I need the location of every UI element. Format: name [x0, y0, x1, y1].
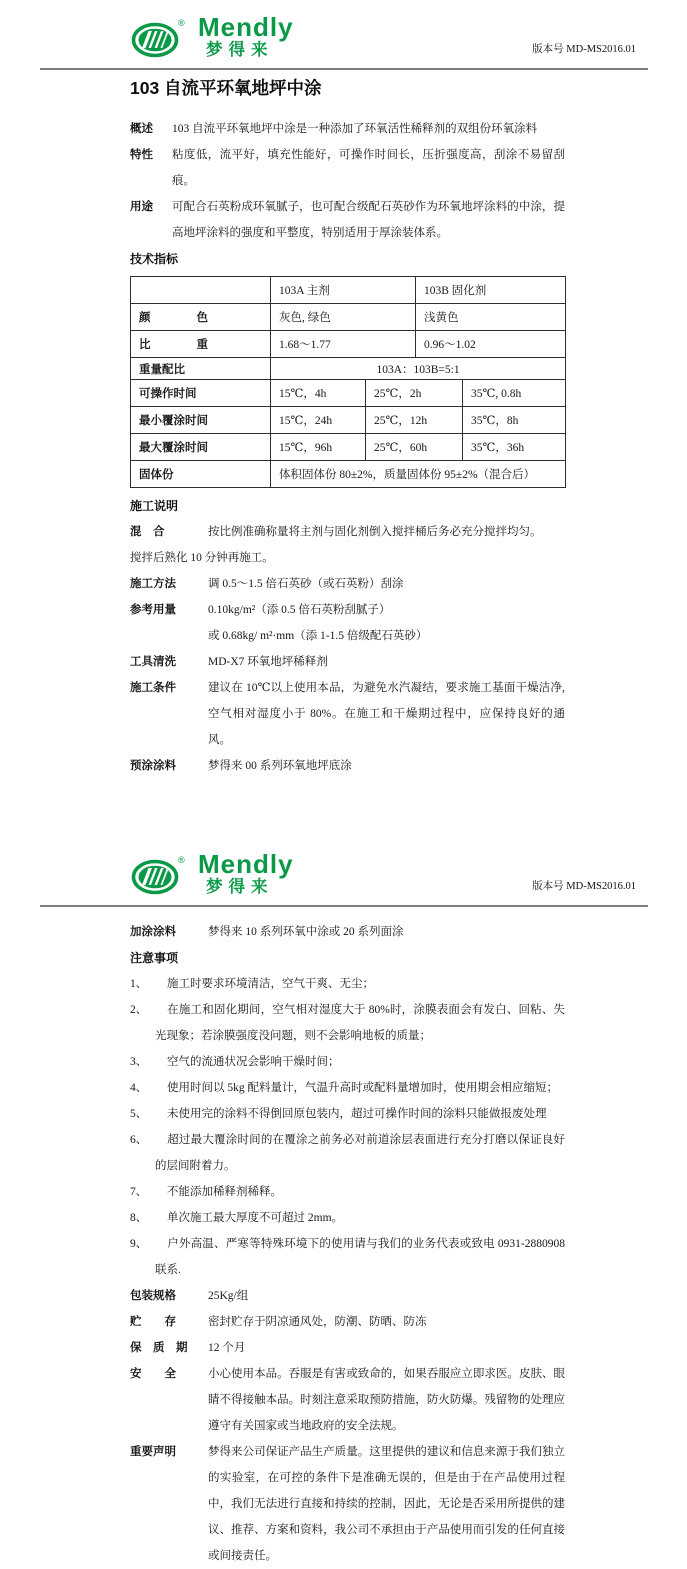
note-text: 空气的流通状况会影响干燥时间；: [167, 1056, 340, 1068]
cell-pot-label: 可操作时间: [131, 380, 271, 407]
cell-pot-15: 15℃，4h: [271, 380, 366, 407]
cell-103a-header: 103A 主剂: [271, 277, 416, 304]
cell-min-label: 最小覆涂时间: [131, 407, 271, 434]
note-item-6: [130, 1127, 565, 1179]
cell-solids-value: 体积固体份 80±2%，质量固体份 95±2%（混合后）: [271, 461, 566, 488]
dosage-row: [130, 597, 565, 623]
page-1: [0, 0, 687, 779]
note-item-8: [130, 1205, 565, 1231]
page2-content: [130, 919, 565, 1569]
version-label: 版本号 MD-MS2016.01: [532, 881, 636, 892]
brand-wordmark: Mendly: [198, 849, 294, 879]
note-number: 7、: [130, 1186, 148, 1198]
packing-label: 包装规格: [130, 1290, 176, 1302]
note-item-5: [130, 1101, 565, 1127]
mixing-row: [130, 519, 565, 545]
cell-pot-35: 35℃, 0.8h: [463, 380, 566, 407]
cell-solids-label: 固体份: [131, 461, 271, 488]
cell-ratio-label: 重量配比: [131, 358, 271, 380]
precoat-row: [130, 753, 565, 779]
header-divider-2: [40, 905, 648, 907]
header-divider: [40, 68, 648, 70]
storage-label: 贮 存: [130, 1316, 176, 1328]
tech-spec-heading: 技术指标: [130, 252, 179, 266]
note-text: 超过最大覆涂时间的在覆涂之前务必对前道涂层表面进行充分打磨以保证良好的层间附着力。: [155, 1134, 565, 1172]
dosage-label: 参考用量: [130, 604, 176, 616]
note-item-9: [130, 1231, 565, 1283]
dosage-line1: 0.10kg/m²（添 0.5 倍石英粉刮腻子）: [208, 604, 391, 616]
cell-pot-25: 25℃，2h: [366, 380, 463, 407]
cell-color-a: 灰色, 绿色: [271, 304, 416, 331]
cell-color-label: 颜 色: [131, 304, 271, 331]
shelf-life-row: [130, 1335, 565, 1361]
feature-label: 特性: [130, 149, 153, 161]
cell-gravity-label: 比 重: [131, 331, 271, 358]
note-text: 户外高温、严寒等特殊环境下的使用请与我们的业务代表或致电 0931-2880908 联系.: [155, 1238, 565, 1276]
brand-wordmark: Mendly: [198, 12, 294, 42]
cell-max-25: 25℃，60h: [366, 434, 463, 461]
conditions-label: 施工条件: [130, 682, 176, 694]
mixing-continued: 搅拌后熟化 10 分钟再施工。: [130, 552, 274, 564]
notes-heading: 注意事项: [130, 951, 179, 965]
note-item-2: [130, 997, 565, 1049]
note-item-4: [130, 1075, 565, 1101]
note-text: 单次施工最大厚度不可超过 2mm。: [167, 1212, 344, 1224]
cell-max-35: 35℃，36h: [463, 434, 566, 461]
table-row-color: [131, 304, 566, 331]
cell-gravity-b: 0.96～1.02: [416, 331, 566, 358]
note-item-1: [130, 971, 565, 997]
cleaning-label: 工具清洗: [130, 656, 176, 668]
note-number: 6、: [130, 1134, 148, 1146]
brand-text-2: [198, 851, 294, 897]
method-row: [130, 571, 565, 597]
overview-row: [130, 116, 565, 142]
precoat-label: 预涂涂料: [130, 760, 176, 772]
cell-empty: [131, 277, 271, 304]
feature-text: 粘度低，流平好，填充性能好，可操作时间长，压折强度高，刮涂不易留刮痕。: [172, 149, 565, 187]
note-text: 不能添加稀释剂稀释。: [167, 1186, 282, 1198]
page-header-2: [0, 837, 687, 899]
brand-wordmark-cn: 梦得来: [206, 878, 274, 896]
conditions-row: [130, 675, 565, 753]
shelf-life-label: 保 质 期: [130, 1342, 188, 1354]
note-number: 2、: [130, 1004, 148, 1016]
mixing-text: 按比例准确称量将主剂与固化剂倒入搅拌桶后务必充分搅拌均匀。: [208, 526, 542, 538]
cell-color-b: 浅黄色: [416, 304, 566, 331]
dosage-line2: 或 0.68kg/ m²·mm（添 1-1.5 倍级配石英砂）: [208, 630, 428, 642]
mendly-logo-icon: [130, 851, 194, 899]
topcoat-text: 梦得来 10 系列环氧中涂或 20 系列面涂: [208, 926, 404, 938]
storage-text: 密封贮存于阴凉通风处，防潮、防晒、防冻: [208, 1316, 427, 1328]
cell-max-15: 15℃，96h: [271, 434, 366, 461]
table-row-gravity: [131, 331, 566, 358]
page-header: [0, 0, 687, 62]
usage-row: [130, 194, 565, 246]
cleaning-row: [130, 649, 565, 675]
cell-max-label: 最大覆涂时间: [131, 434, 271, 461]
mixing-label: 混 合: [130, 526, 165, 538]
table-row-header: [131, 277, 566, 304]
cell-ratio-value: 103A：103B=5:1: [271, 358, 566, 380]
cell-min-15: 15℃，24h: [271, 407, 366, 434]
registered-mark: ®: [178, 855, 185, 865]
table-row-min-recoat: [131, 407, 566, 434]
table-row-pot-life: [131, 380, 566, 407]
registered-mark: ®: [178, 18, 185, 28]
page-title: 103 自流平环氧地坪中涂: [130, 78, 322, 98]
usage-text: 可配合石英粉成环氧腻子，也可配合级配石英砂作为环氧地坪涂料的中涂，提高地坪涂料的强度和平整度，特别适用于厚涂装体系。: [172, 201, 565, 239]
cleaning-text: MD-X7 环氧地坪稀释剂: [208, 656, 328, 668]
page1-content: [130, 76, 565, 779]
method-text: 调 0.5～1.5 倍石英砂（或石英粉）刮涂: [208, 578, 404, 590]
overview-label: 概述: [130, 123, 153, 135]
note-item-7: [130, 1179, 565, 1205]
brand-wordmark-cn: 梦得来: [206, 41, 274, 59]
cell-min-35: 35℃，8h: [463, 407, 566, 434]
tech-spec-table: [130, 276, 566, 488]
dosage-label-spacer: [130, 623, 208, 649]
safety-row: [130, 1361, 565, 1439]
brand-text: [198, 14, 294, 60]
safety-text: 小心使用本品。吞服是有害或致命的，如果吞服应立即求医。皮肤、眼睛不得接触本品。时刻注意采取预防措施，防火防爆。残留物的处理应遵守有关国家或当地政府的安全法规。: [208, 1368, 565, 1432]
cell-103b-header: 103B 固化剂: [416, 277, 566, 304]
note-number: 5、: [130, 1108, 148, 1120]
packing-text: 25Kg/组: [208, 1290, 249, 1302]
statement-row: [130, 1439, 565, 1569]
shelf-life-text: 12 个月: [208, 1342, 246, 1354]
usage-label: 用途: [130, 201, 153, 213]
note-number: 1、: [130, 978, 148, 990]
cell-gravity-a: 1.68～1.77: [271, 331, 416, 358]
note-text: 在施工和固化期间，空气相对湿度大于 80%时，涂膜表面会有发白、回粘、失光现象；若涂膜强度没问题，则不会影响地板的质量；: [155, 1004, 565, 1042]
table-row-ratio: [131, 358, 566, 380]
topcoat-row: [130, 919, 565, 945]
note-number: 4、: [130, 1082, 148, 1094]
conditions-text: 建议在 10℃以上使用本品，为避免水汽凝结，要求施工基面干燥洁净, 空气相对湿度小于 80%。在施工和干燥期过程中，应保持良好的通风。: [208, 682, 565, 746]
note-number: 3、: [130, 1056, 148, 1068]
precoat-text: 梦得来 00 系列环氧地坪底涂: [208, 760, 352, 772]
dosage-row-2: [130, 623, 565, 649]
statement-label: 重要声明: [130, 1446, 176, 1458]
overview-text: 103 自流平环氧地坪中涂是一种添加了环氧活性稀释剂的双组份环氧涂料: [172, 123, 538, 135]
topcoat-label: 加涂涂料: [130, 926, 176, 938]
page-2: [0, 837, 687, 1569]
note-text: 施工时要求环境清洁，空气干爽、无尘；: [167, 978, 374, 990]
construction-heading: 施工说明: [130, 499, 179, 513]
note-item-3: [130, 1049, 565, 1075]
feature-row: [130, 142, 565, 194]
statement-text: 梦得来公司保证产品生产质量。这里提供的建议和信息来源于我们独立的实验室，在可控的条件下是准确无误的，但是由于在产品使用过程中，我们无法进行直接和持续的控制，因此，无论是否采用所提供的建议、推荐、方案和资料，我公司不承担由于产品使用而引发的任何直接或间接责任。: [208, 1446, 565, 1562]
storage-row: [130, 1309, 565, 1335]
cell-min-25: 25℃，12h: [366, 407, 463, 434]
mendly-logo-icon: [130, 14, 194, 62]
table-row-solids: [131, 461, 566, 488]
note-text: 未使用完的涂料不得倒回原包装内，超过可操作时间的涂料只能做报废处理: [167, 1108, 547, 1120]
table-row-max-recoat: [131, 434, 566, 461]
note-number: 9、: [130, 1238, 148, 1250]
note-number: 8、: [130, 1212, 148, 1224]
packing-row: [130, 1283, 565, 1309]
note-text: 使用时间以 5kg 配料量计，气温升高时或配料量增加时，使用期会相应缩短；: [167, 1082, 558, 1094]
version-label: 版本号 MD-MS2016.01: [532, 44, 636, 55]
safety-label: 安 全: [130, 1368, 176, 1380]
method-label: 施工方法: [130, 578, 176, 590]
